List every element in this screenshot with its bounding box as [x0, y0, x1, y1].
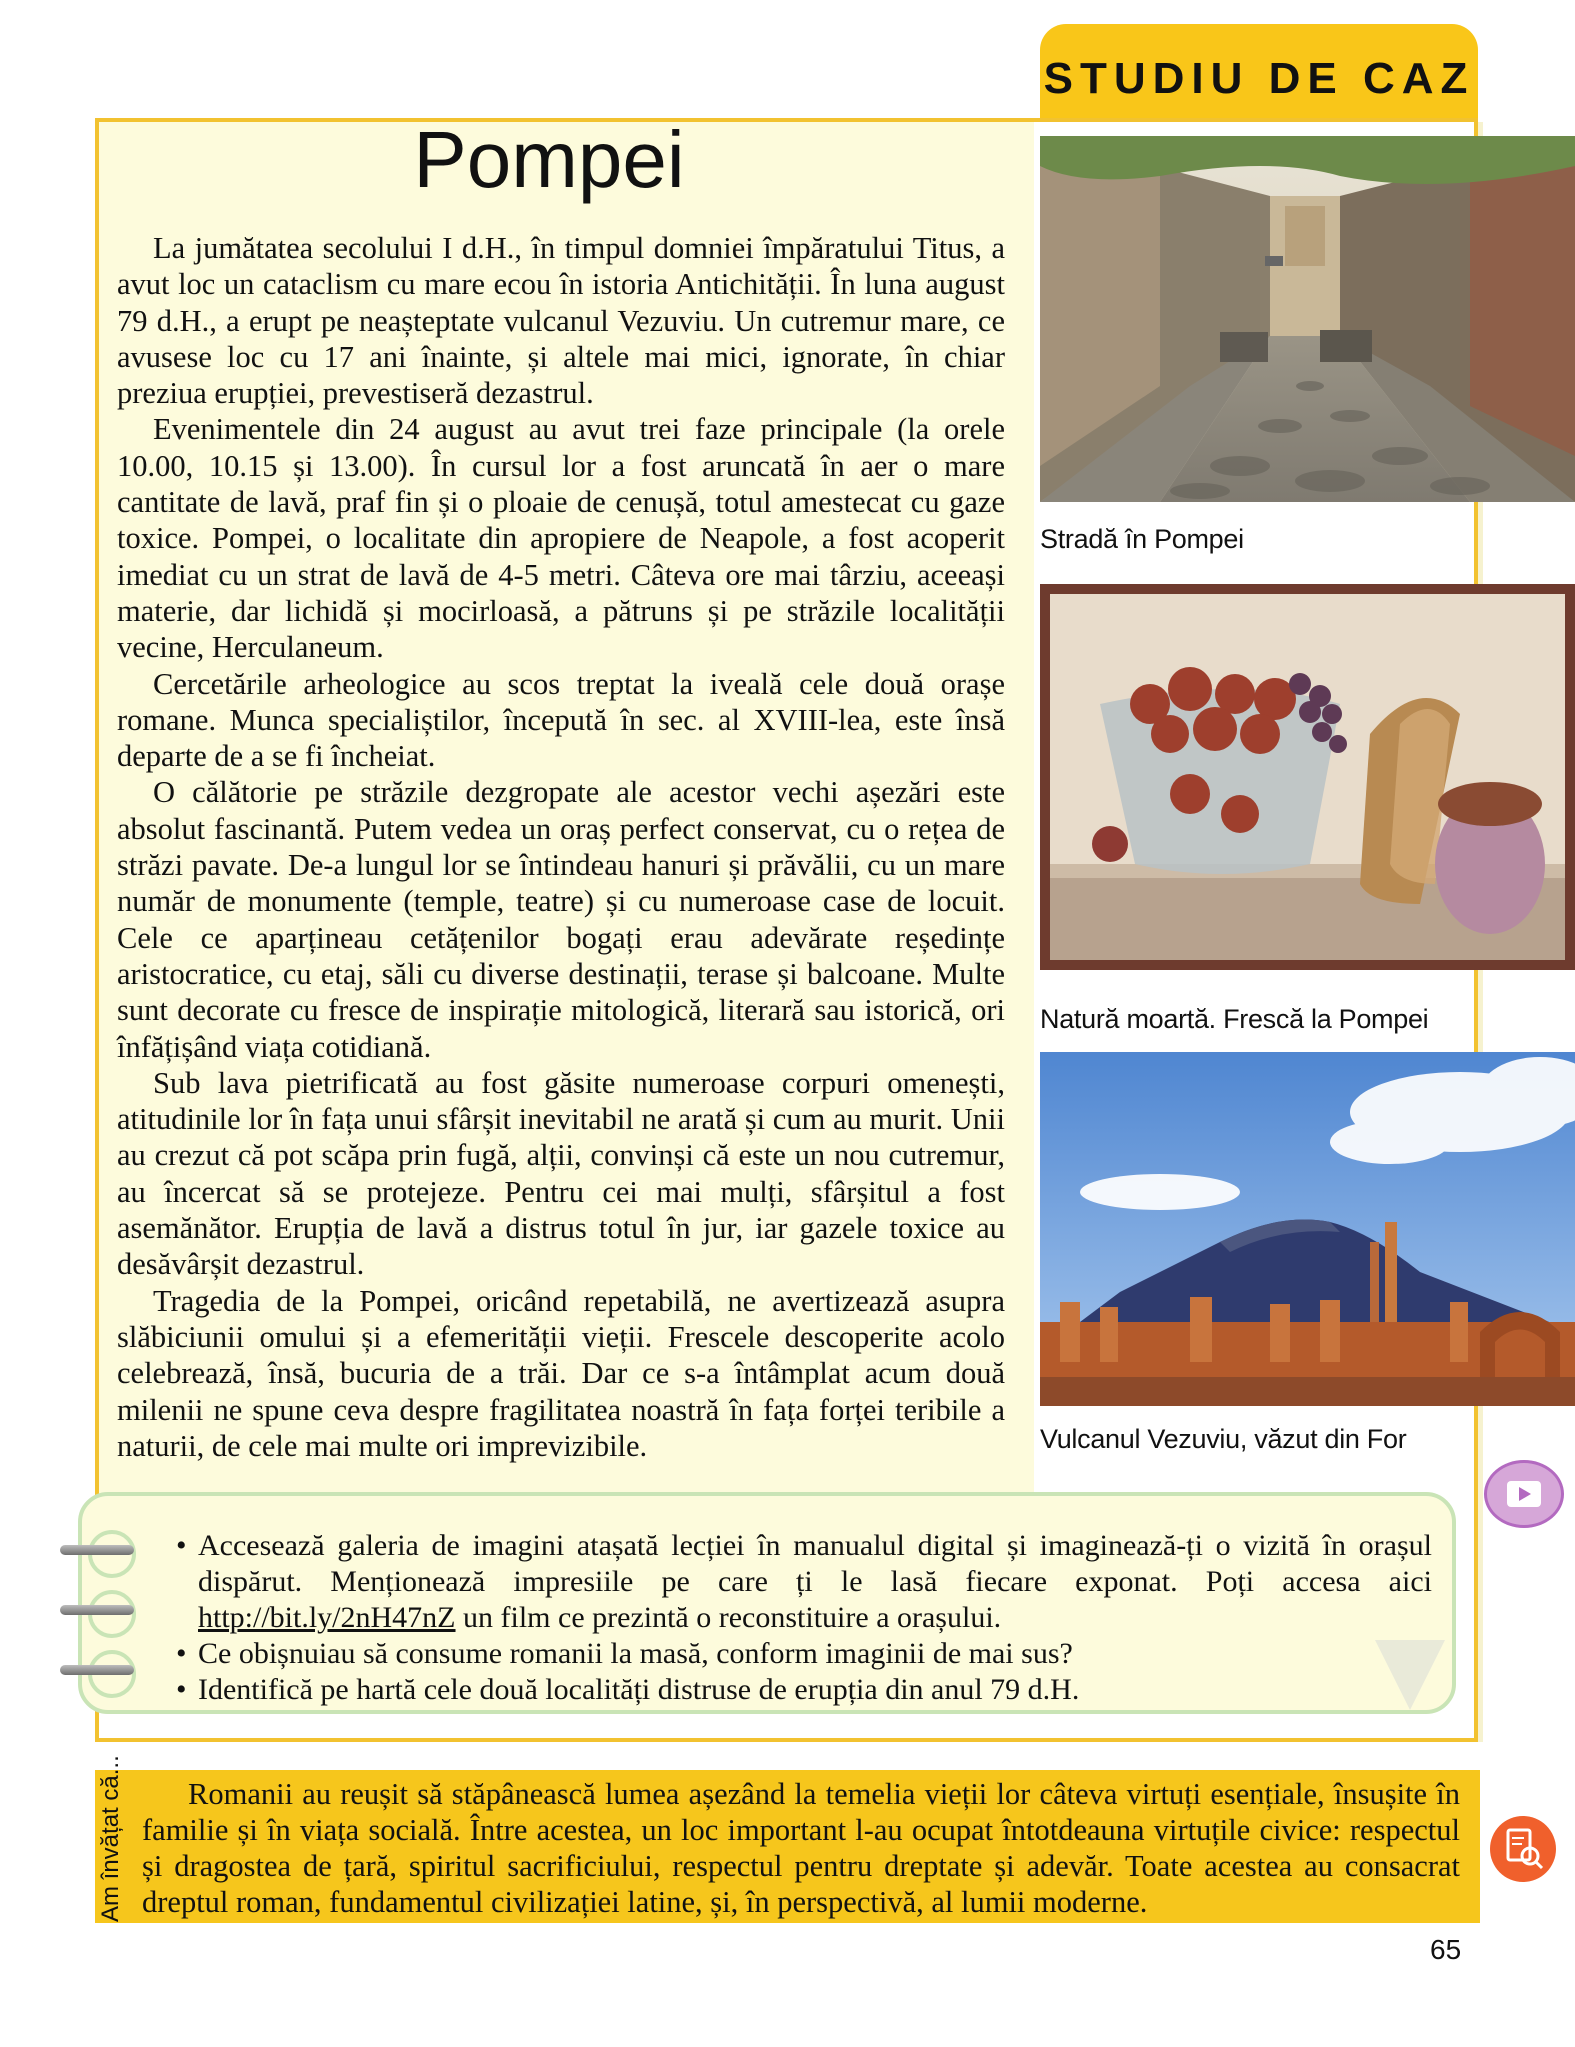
fresco-illustration — [1040, 584, 1575, 970]
article-body — [117, 230, 1005, 1464]
video-link[interactable]: http://bit.ly/2nH47nZ — [198, 1601, 456, 1634]
article-title: Pompei — [413, 115, 685, 204]
figure-caption: Natură moartă. Frescă la Pompei — [1040, 1004, 1429, 1034]
fresco-photo — [1040, 584, 1575, 970]
street-illustration — [1040, 136, 1575, 502]
paragraph: Evenimentele din 24 august au avut trei faze principale (la orele 10.00, 10.15 și 13.00). În cursul lor a fost aruncată în aer o mare cantitate de lavă, praf fin și o ploaie de cenușă, totul amestecat cu gaze toxice. Pompei, o localitate din apropiere de Neapole, a fost acoperit imediat cu un strat de lavă de 4-5 metri. Câteva ore mai târziu, aceeași materie, dar lichidă și mocirloasă, a pătruns și pe străzile localității vecine, Herculaneum. — [117, 412, 1005, 665]
vesuvius-photo — [1040, 1052, 1575, 1406]
binder-clip — [60, 1545, 134, 1555]
binder-clip — [60, 1665, 134, 1675]
search-document-button[interactable] — [1490, 1816, 1556, 1882]
paragraph: La jumătatea secolului I d.H., în timpul domniei împăratului Titus, a avut loc un cataclism cu mare ecou în istoria Antichității. În luna august 79 d.H., a erupt pe neașteptate vulcanul Vezuviu. Un cutremur mare, ce avusese loc cu 17 ani înainte, și altele mai mici, ignorate, în chiar preziua erupției, prevestiseră dezastrul. — [117, 231, 1005, 411]
figure-caption: Stradă în Pompei — [1040, 524, 1244, 554]
section-tab — [1040, 24, 1478, 124]
page-number: 65 — [1430, 1934, 1462, 1965]
section-tab-label: STUDIU DE CAZ — [1043, 54, 1475, 103]
document-search-icon — [1490, 1816, 1556, 1882]
paragraph: Tragedia de la Pompei, oricând repetabilă, ne avertizează asupra slăbiciunii omului și a efemerității vieții. Frescele descoperite acolo celebrează, însă, bucuria de a trăi. Dar ce s-a întâmplat acum două milenii ne spune ceva despre fragilitatea noastră în fața forței teribile a naturii, de cele mai multe ori imprevizibile. — [117, 1283, 1005, 1463]
video-gallery-button[interactable] — [1484, 1460, 1564, 1528]
vesuvius-illustration — [1040, 1052, 1575, 1406]
paragraph: Cercetările arheologice au scos treptat la iveală cele două orașe romane. Munca specialiștilor, începută în sec. al XVIII-lea, este însă departe de a se fi încheiat. — [117, 666, 1005, 774]
task-list — [170, 1528, 1432, 1708]
task-item: • Identifică pe hartă cele două localități distruse de erupția din anul 79 d.H. — [170, 1672, 1432, 1708]
binder-clip — [60, 1605, 134, 1615]
paragraph: Sub lava pietrificată au fost găsite numeroase corpuri omenești, atitudinile lor în fața unui sfârșit inevitabil ne arată și cum au murit. Unii au crezut că pot scăpa prin fugă, alții, convinși că este un nou cutremur, au încercat să se protejeze. Pentru cei mai mulți, sfârșitul a fost asemănător. Erupția de lavă a distrus totul în jur, iar gazele toxice au desăvârșit dezastrul. — [117, 1065, 1005, 1282]
task-item: • Ce obișnuiau să consume romanii la masă, conform imaginii de mai sus? — [170, 1636, 1432, 1672]
paragraph: O călătorie pe străzile dezgropate ale acestor vechi așezări este absolut fascinantă. Putem vedea un oraș perfect conservat, cu o rețea de străzi pavate. De-a lungul lor se întindeau hanuri și prăvălii, cu un mare număr de monumente (temple, teatre) și cu numeroase case de locuit. Cele ce aparțineau cetățenilor bogați erau adevărate reședințe aristocratice, cu etaj, săli cu diverse destinații, terase și balcoane. Multe sunt decorate cu fresce de inspirație mitologică, literară sau istorică, ori înfățișând viața cotidiană. — [117, 775, 1005, 1064]
film-icon — [1487, 1463, 1561, 1525]
summary-text: Romanii au reușit să stăpânească lumea așezând la temelia vieții lor câteva virtuți esențiale, însușite în familie și în viața socială. Între acestea, un loc important l-au ocupat întotdeauna virtuțile civice: respectul și dragostea de țară, spiritul sacrificiului, respectul pentru dreptate și adevăr. Toate acestea au consacrat dreptul roman, fundamentul civilizației latine, și, în perspectivă, al lumii moderne. — [142, 1777, 1460, 1919]
street-photo — [1040, 136, 1575, 502]
summary-label: Am învățat că... — [97, 1755, 124, 1922]
task-item: • Accesează galeria de imagini atașată lecției în manualul digital și imaginează-ți o vizită în orașul dispărut. Menționează impresiile pe care ți le lasă fiecare exponat. Poți accesa aici http://bit.ly/2nH47nZ un film ce prezintă o reconstituire a orașului. — [170, 1528, 1432, 1636]
figure-caption: Vulcanul Vezuviu, văzut din For — [1040, 1424, 1407, 1454]
